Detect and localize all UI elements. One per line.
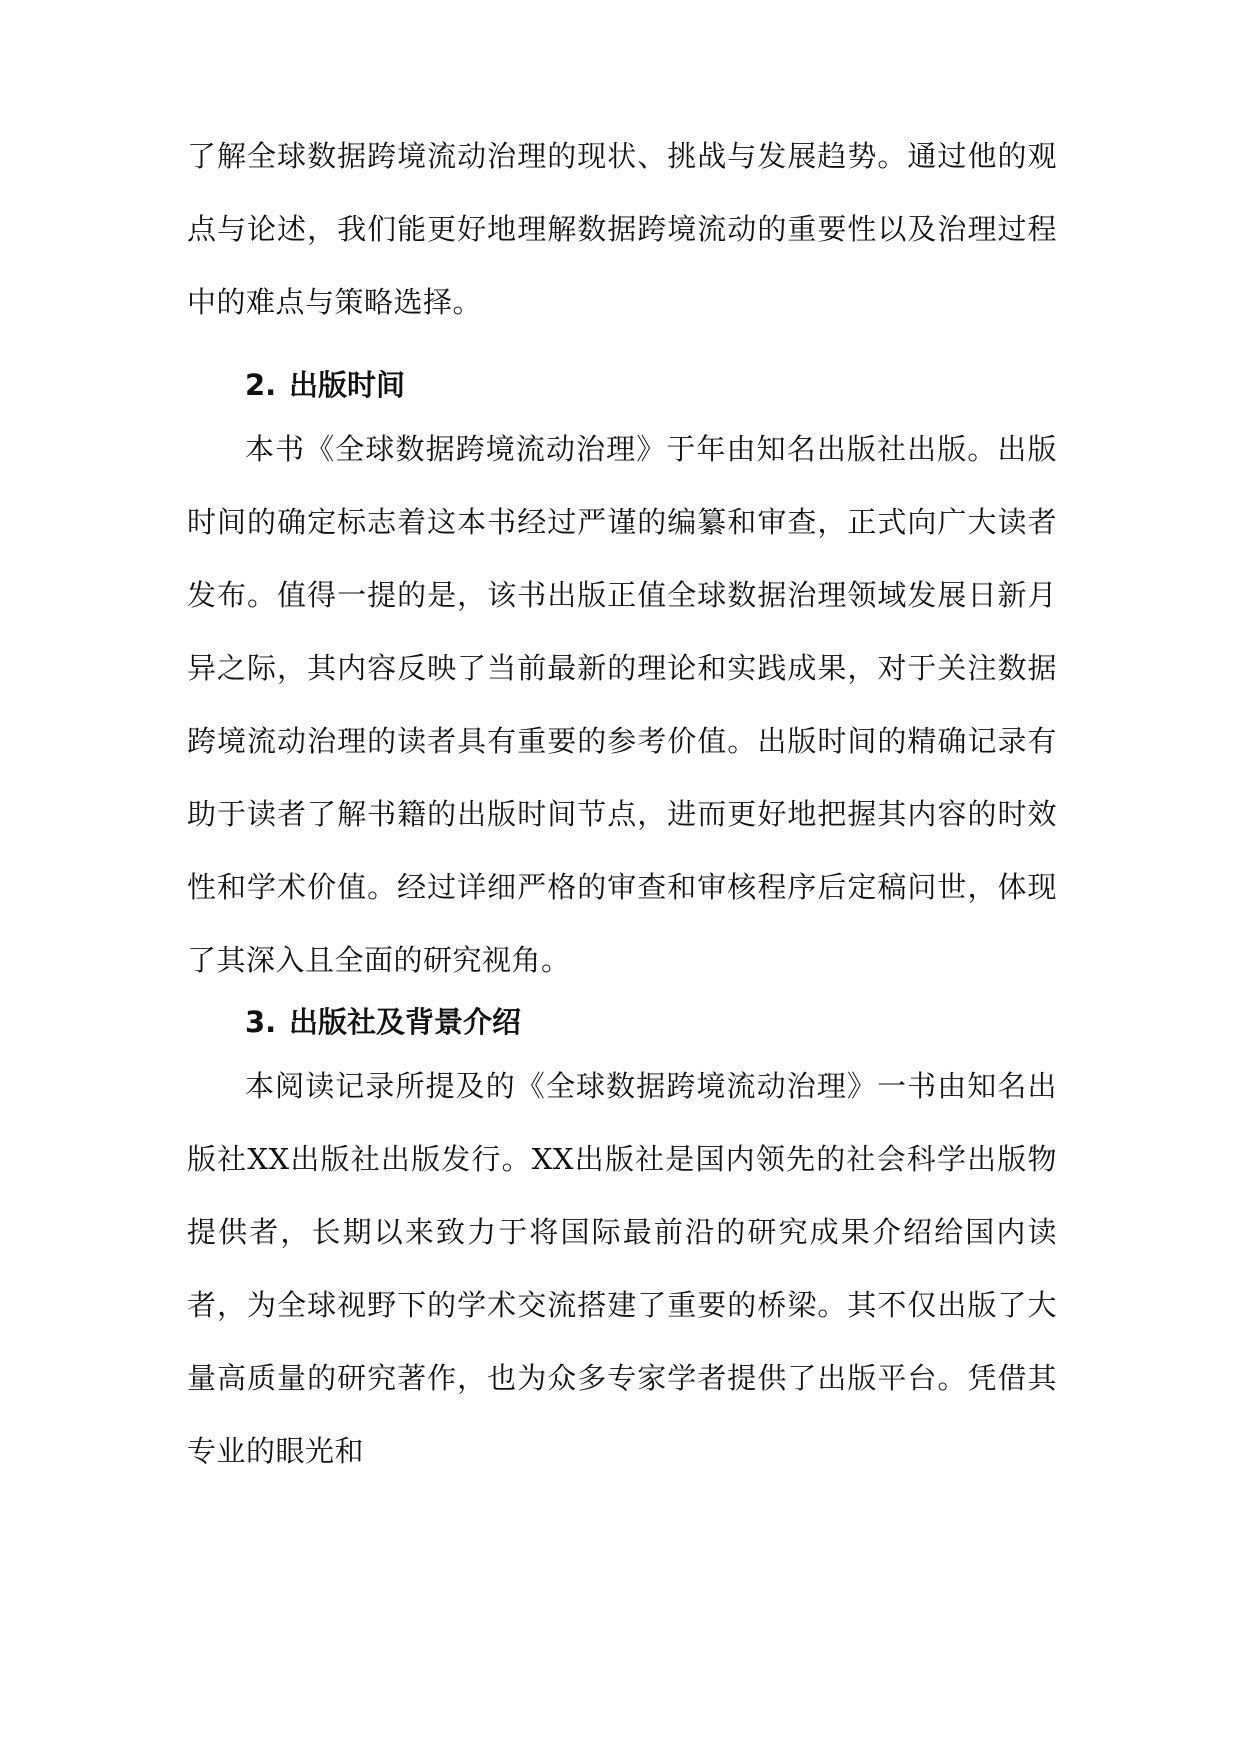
section-3-heading-block (187, 1002, 1057, 1042)
section-number: 2. (245, 368, 277, 402)
section-title: 出版社及背景介绍 (289, 1005, 522, 1039)
section-heading (187, 365, 1057, 405)
intro-block (187, 120, 1057, 339)
section-3-body (187, 1050, 1057, 1488)
section-title: 出版时间 (289, 368, 406, 402)
section-paragraph: 本阅读记录所提及的《全球数据跨境流动治理》一书由知名出版社XX出版社出版发行。XX出版社是国内领先的社会科学出版物提供者，长期以来致力于将国际最前沿的研究成果介绍给国内读者，为全球视野下的学术交流搭建了重要的桥梁。其不仅出版了大量高质量的研究著作，也为众多专家学者提供了出版平台。凭借其专业的眼光和 (187, 1069, 1057, 1468)
section-2-heading-block (187, 365, 1057, 405)
intro-paragraph: 了解全球数据跨境流动治理的现状、挑战与发展趋势。通过他的观点与论述，我们能更好地理解数据跨境流动的重要性以及治理过程中的难点与策略选择。 (187, 139, 1057, 319)
section-2-body (187, 413, 1057, 997)
section-paragraph: 本书《全球数据跨境流动治理》于年由知名出版社出版。出版时间的确定标志着这本书经过严谨的编纂和审查，正式向广大读者发布。值得一提的是，该书出版正值全球数据治理领域发展日新月异之际，其内容反映了当前最新的理论和实践成果，对于关注数据跨境流动治理的读者具有重要的参考价值。出版时间的精确记录有助于读者了解书籍的出版时间节点，进而更好地把握其内容的时效性和学术价值。经过详细严格的审查和审核程序后定稿问世，体现了其深入且全面的研究视角。 (187, 432, 1057, 977)
section-number: 3. (245, 1005, 277, 1039)
section-heading (187, 1002, 1057, 1042)
